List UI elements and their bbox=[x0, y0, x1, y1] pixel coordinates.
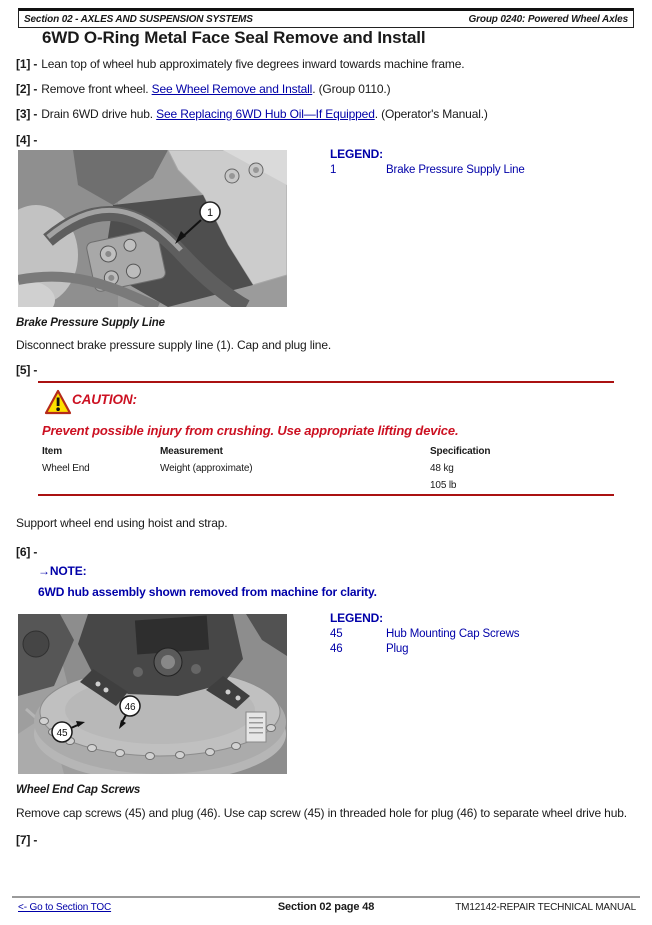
figure2-caption: Wheel End Cap Screws bbox=[16, 784, 141, 796]
brake-line-photo-illustration bbox=[18, 150, 287, 307]
spec-col-specification: Specification bbox=[430, 446, 491, 457]
legend-label: Brake Pressure Supply Line bbox=[386, 164, 525, 176]
footer-page-number: Section 02 page 48 bbox=[277, 901, 375, 913]
footer-divider bbox=[12, 896, 640, 898]
caution-label: CAUTION: bbox=[72, 392, 137, 407]
note-text: 6WD hub assembly shown removed from machine for clarity. bbox=[38, 585, 377, 599]
figure1-legend-title: LEGEND: bbox=[330, 147, 383, 161]
legend-key: 1 bbox=[330, 164, 337, 176]
legend-label: Hub Mounting Cap Screws bbox=[386, 628, 520, 640]
note-label: →NOTE: bbox=[38, 564, 87, 578]
spec-cell: 105 lb bbox=[430, 480, 457, 491]
step-7-label: [7] - bbox=[16, 833, 38, 847]
step-5-label: [5] - bbox=[16, 363, 38, 377]
replacing-hub-oil-link[interactable]: See Replacing 6WD Hub Oil—If Equipped bbox=[156, 107, 375, 121]
spec-col-measurement: Measurement bbox=[160, 446, 223, 457]
step-3-suffix: . (Operator's Manual.) bbox=[374, 107, 488, 121]
step-2-text: Remove front wheel. bbox=[41, 82, 152, 96]
legend-label: Plug bbox=[386, 643, 409, 655]
header-section-label: Section 02 - AXLES AND SUSPENSION SYSTEMS bbox=[24, 13, 253, 25]
step-7 bbox=[16, 833, 41, 847]
legend-key: 46 bbox=[330, 643, 343, 655]
spec-col-item: Item bbox=[42, 446, 62, 457]
page-header bbox=[18, 8, 634, 28]
step-4 bbox=[16, 133, 41, 147]
legend-entry bbox=[330, 642, 519, 657]
step-4-label: [4] - bbox=[16, 133, 38, 147]
spec-cell: Weight (approximate) bbox=[160, 463, 253, 474]
spec-cell: Wheel End bbox=[42, 463, 90, 474]
go-to-section-toc-link[interactable]: <- Go to Section TOC bbox=[18, 902, 112, 913]
step-1-label: [1] - bbox=[16, 57, 38, 71]
legend-entry bbox=[330, 627, 519, 642]
step-3-label: [3] - bbox=[16, 107, 38, 121]
caution-top-rule bbox=[38, 381, 614, 383]
support-wheel-text: Support wheel end using hoist and strap. bbox=[16, 516, 228, 530]
svg-text:45: 45 bbox=[56, 728, 68, 739]
step-5 bbox=[16, 363, 41, 377]
step-2-suffix: . (Group 0110.) bbox=[312, 82, 391, 96]
figure1-legend bbox=[330, 147, 525, 178]
figure-hub-assembly-photo bbox=[18, 614, 287, 774]
hub-assembly-photo-illustration bbox=[18, 614, 287, 774]
step-2 bbox=[16, 82, 390, 96]
warning-triangle-icon bbox=[44, 389, 72, 421]
figure2-legend bbox=[330, 611, 519, 657]
figure-brake-line-photo bbox=[18, 150, 287, 307]
caution-bottom-rule bbox=[38, 494, 614, 496]
legend-key: 45 bbox=[330, 628, 343, 640]
step-6 bbox=[16, 545, 41, 559]
figure1-body-text: Disconnect brake pressure supply line (1). Cap and plug line. bbox=[16, 338, 332, 352]
header-group-label: Group 0240: Powered Wheel Axles bbox=[468, 13, 628, 25]
caution-message: Prevent possible injury from crushing. Use appropriate lifting device. bbox=[42, 423, 459, 438]
figure2-legend-title: LEGEND: bbox=[330, 611, 383, 625]
wheel-remove-install-link[interactable]: See Wheel Remove and Install bbox=[151, 82, 313, 96]
step-2-label: [2] - bbox=[16, 82, 38, 96]
page-title: 6WD O-Ring Metal Face Seal Remove and Install bbox=[42, 28, 426, 47]
svg-text:1: 1 bbox=[207, 207, 213, 219]
step-1 bbox=[16, 57, 464, 71]
step-6-label: [6] - bbox=[16, 545, 38, 559]
spec-cell: 48 kg bbox=[430, 463, 454, 474]
svg-text:46: 46 bbox=[124, 702, 136, 713]
footer-manual-id: TM12142-REPAIR TECHNICAL MANUAL bbox=[455, 902, 636, 913]
spec-table bbox=[42, 443, 614, 494]
figure1-caption: Brake Pressure Supply Line bbox=[16, 317, 165, 329]
figure2-body-text: Remove cap screws (45) and plug (46). Use cap screw (45) in threaded hole for plug (46) to separate wheel drive hub. bbox=[16, 806, 627, 820]
step-3 bbox=[16, 107, 488, 121]
legend-entry bbox=[330, 163, 525, 178]
step-1-text: Lean top of wheel hub approximately five degrees inward towards machine frame. bbox=[41, 57, 465, 71]
step-3-text: Drain 6WD drive hub. bbox=[41, 107, 157, 121]
